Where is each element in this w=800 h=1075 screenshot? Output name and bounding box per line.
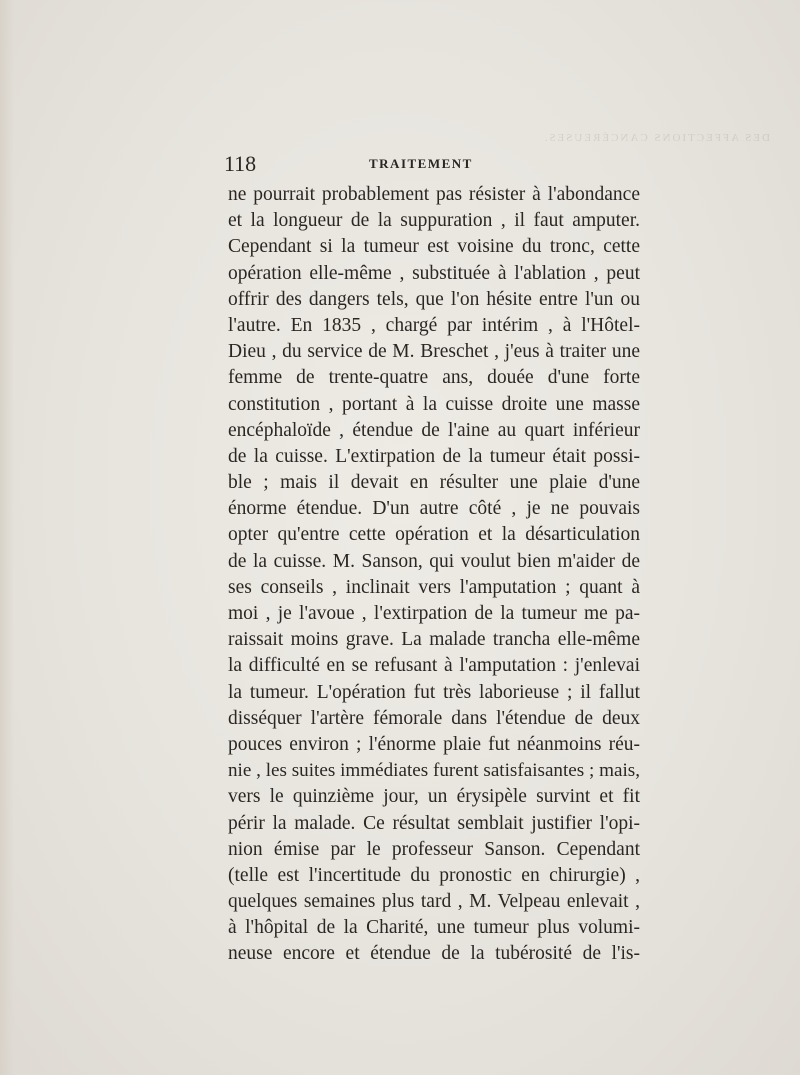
text-line: ble ; mais il devait en résulter une plaie d'une	[228, 472, 640, 494]
text-line: opération elle-même , substituée à l'ablation , peut	[228, 262, 640, 284]
text-line: encéphaloïde , étendue de l'aine au quart inférieur	[228, 419, 640, 441]
text-line: l'autre. En 1835 , chargé par intérim , à l'Hôtel-	[228, 314, 640, 336]
page-number: 118	[224, 151, 257, 176]
text-line: vers le quinzième jour, un érysipèle survint et fit	[228, 786, 640, 808]
text-line: disséquer l'artère fémorale dans l'étendue de deux	[228, 707, 640, 729]
page-header	[224, 152, 636, 176]
text-line: quelques semaines plus tard , M. Velpeau enlevait ,	[228, 891, 640, 913]
running-head: TRAITEMENT	[369, 156, 473, 171]
text-line: neuse encore et étendue de la tubérosité de l'is-	[228, 943, 640, 965]
text-line: périr la malade. Ce résultat semblait justifier l'opi-	[228, 812, 640, 834]
body-text	[228, 182, 640, 968]
text-line: et la longueur de la suppuration , il faut amputer.	[228, 210, 640, 232]
page-edge-shadow	[0, 0, 14, 1075]
text-line: opter qu'entre cette opération et la désarticulation	[228, 524, 640, 546]
show-through-text: DES AFFECTIONS CANCÉREUSES.	[542, 132, 770, 144]
text-line: de la cuisse. M. Sanson, qui voulut bien m'aider de	[228, 550, 640, 572]
text-line: à l'hôpital de la Charité, une tumeur plus volumi-	[228, 917, 640, 939]
text-line: constitution , portant à la cuisse droite une masse	[228, 393, 640, 415]
text-line: la difficulté en se refusant à l'amputation : j'enlevai	[228, 655, 640, 677]
text-line: nion émise par le professeur Sanson. Cependant	[228, 838, 640, 860]
text-line: Dieu , du service de M. Breschet , j'eus à traiter une	[228, 341, 640, 363]
text-line: offrir des dangers tels, que l'on hésite entre l'un ou	[228, 288, 640, 310]
text-line: pouces environ ; l'énorme plaie fut néanmoins réu-	[228, 733, 640, 755]
text-line: femme de trente-quatre ans, douée d'une forte	[228, 367, 640, 389]
text-line: raissait moins grave. La malade trancha elle-même	[228, 629, 640, 651]
text-line: ses conseils , inclinait vers l'amputation ; quant à	[228, 576, 640, 598]
text-line: Cependant si la tumeur est voisine du tronc, cette	[228, 236, 640, 258]
text-line: ne pourrait probablement pas résister à l'abondance	[228, 184, 640, 205]
text-line: énorme étendue. D'un autre côté , je ne pouvais	[228, 498, 640, 520]
text-line: de la cuisse. L'extirpation de la tumeur était possi-	[228, 445, 640, 467]
text-line: moi , je l'avoue , l'extirpation de la tumeur me pa-	[228, 603, 640, 624]
text-line: (telle est l'incertitude du pronostic en chirurgie) ,	[228, 864, 640, 886]
text-line: nie , les suites immédiates furent satisfaisantes ; mais,	[228, 760, 640, 782]
text-line: la tumeur. L'opération fut très laborieuse ; il fallut	[228, 681, 640, 703]
